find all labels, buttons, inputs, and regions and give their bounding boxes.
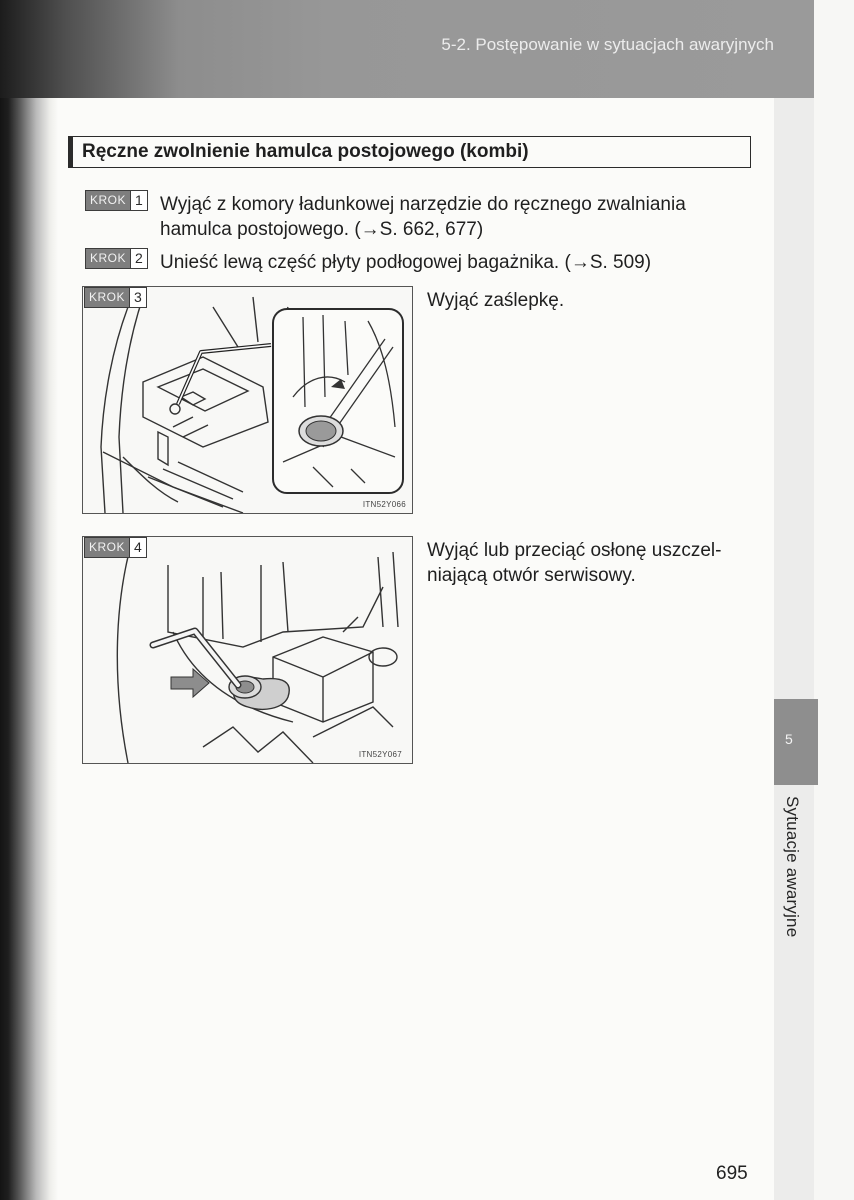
step-number: 3 bbox=[129, 288, 146, 307]
step-label: KROK bbox=[85, 538, 129, 557]
section-marker bbox=[69, 137, 73, 167]
step-4-text-line-2: niającą otwór serwisowy. bbox=[427, 565, 636, 586]
step-1-badge bbox=[85, 190, 148, 211]
service-hole-cover-illustration-icon bbox=[83, 537, 412, 763]
step-3-badge bbox=[84, 287, 147, 308]
chapter-title: Sytuacje awaryjne bbox=[783, 796, 802, 938]
step-label: KROK bbox=[85, 288, 129, 307]
figure-step-3 bbox=[82, 286, 413, 514]
step-4-text-line-1: Wyjąć lub przeciąć osłonę uszczel- bbox=[427, 540, 722, 561]
book-spine-shadow bbox=[0, 0, 58, 1200]
header-bar bbox=[0, 0, 814, 98]
section-title: Ręczne zwolnienie hamulca postojowego (kombi) bbox=[82, 141, 529, 162]
header-title: 5-2. Postępowanie w sytuacjach awaryjnych bbox=[441, 35, 774, 54]
figure-step-4 bbox=[82, 536, 413, 764]
step-3-text: Wyjąć zaślepkę. bbox=[427, 290, 565, 311]
step-label: KROK bbox=[86, 191, 130, 210]
step-1-text-line-1: Wyjąć z komory ładunkowej narzędzie do ręcznego zwalniania bbox=[160, 194, 686, 215]
trunk-cap-removal-illustration-icon bbox=[83, 287, 412, 513]
step-number: 4 bbox=[129, 538, 146, 557]
page-edge bbox=[814, 0, 854, 1200]
figure-code: ITN52Y067 bbox=[358, 750, 402, 759]
page-number: 695 bbox=[716, 1163, 748, 1184]
section-heading bbox=[68, 136, 751, 168]
step-4-badge bbox=[84, 537, 147, 558]
step-2-text: Unieść lewą część płyty podłogowej bagażnika. (→S. 509) bbox=[160, 252, 652, 273]
step-number: 2 bbox=[130, 249, 147, 268]
step-1-text-line-2: hamulca postojowego. (→S. 662, 677) bbox=[160, 219, 484, 240]
chapter-tab[interactable] bbox=[774, 699, 818, 785]
step-label: KROK bbox=[86, 249, 130, 268]
right-margin-strip bbox=[774, 98, 814, 1200]
step-number: 1 bbox=[130, 191, 147, 210]
step-2-badge bbox=[85, 248, 148, 269]
figure-code: ITN52Y066 bbox=[362, 500, 406, 509]
chapter-number: 5 bbox=[785, 731, 793, 747]
